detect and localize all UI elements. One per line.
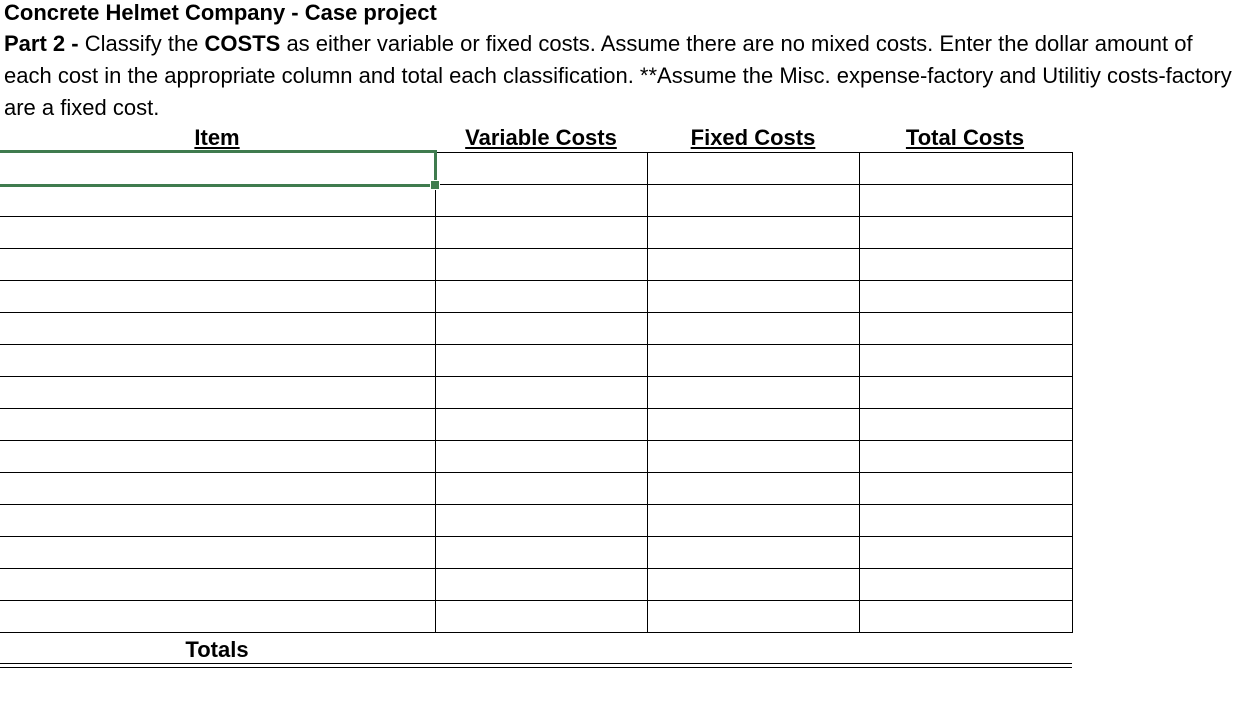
cell-total-costs[interactable] [859,249,1072,281]
cell-variable-costs[interactable] [435,313,647,345]
instructions-emphasis: COSTS [204,31,281,56]
instructions-before: Classify the [84,31,205,56]
cell-variable-costs[interactable] [435,473,647,505]
cost-grid [0,152,1073,633]
cell-variable-costs[interactable] [435,505,647,537]
cell-fixed-costs[interactable] [647,185,859,217]
header-variable-costs: Variable Costs [465,125,617,150]
table-row [0,473,1072,505]
cell-fixed-costs[interactable] [647,409,859,441]
cell-variable-costs[interactable] [435,185,647,217]
cell-variable-costs[interactable] [435,377,647,409]
cell-item[interactable] [0,377,435,409]
active-cell-selection[interactable] [0,150,437,187]
table-row [0,249,1072,281]
header-total-costs: Total Costs [905,125,1025,150]
cell-fixed-costs[interactable] [647,537,859,569]
cell-item[interactable] [0,281,435,313]
table-row [0,345,1072,377]
cell-total-costs[interactable] [859,537,1072,569]
instructions-text [4,28,1236,124]
cell-variable-costs[interactable] [435,217,647,249]
fill-handle[interactable] [430,180,440,190]
sheet-title: Concrete Helmet Company - Case project [4,0,437,25]
cell-item[interactable] [0,217,435,249]
cell-fixed-costs[interactable] [647,473,859,505]
table-row [0,441,1072,473]
table-row [0,217,1072,249]
cell-fixed-costs[interactable] [647,377,859,409]
cell-total-costs[interactable] [859,153,1072,185]
table-row [0,601,1072,633]
cell-fixed-costs[interactable] [647,505,859,537]
instructions-after: as either variable or fixed costs. Assume there are no mixed costs. Enter the dollar amount of each cost in the appropriate column and total each classification. **Assume the Misc. expense-factory and Utilitiy costs-factory are a fixed cost. [4,31,1232,120]
table-row [0,377,1072,409]
cell-total-costs[interactable] [859,473,1072,505]
cell-fixed-costs[interactable] [647,569,859,601]
cell-fixed-costs[interactable] [647,281,859,313]
cell-variable-costs[interactable] [435,249,647,281]
cell-total-costs[interactable] [859,345,1072,377]
cell-item[interactable] [0,345,435,377]
header-item: Item [194,125,240,150]
cell-item[interactable] [0,569,435,601]
cell-total-costs[interactable] [859,601,1072,633]
cell-fixed-costs[interactable] [647,217,859,249]
totals-label: Totals [185,637,249,662]
table-row [0,281,1072,313]
cell-item[interactable] [0,473,435,505]
cell-variable-costs[interactable] [435,537,647,569]
totals-double-underline [0,663,1072,668]
table-row [0,313,1072,345]
cell-variable-costs[interactable] [435,601,647,633]
cell-variable-costs[interactable] [435,441,647,473]
cell-fixed-costs[interactable] [647,313,859,345]
cell-variable-costs[interactable] [435,569,647,601]
cell-item[interactable] [0,409,435,441]
cell-fixed-costs[interactable] [647,601,859,633]
cell-item[interactable] [0,601,435,633]
cell-total-costs[interactable] [859,313,1072,345]
cell-variable-costs[interactable] [435,345,647,377]
cell-item[interactable] [0,249,435,281]
cell-variable-costs[interactable] [435,281,647,313]
cell-total-costs[interactable] [859,409,1072,441]
cell-total-costs[interactable] [859,217,1072,249]
cell-item[interactable] [0,313,435,345]
cell-item[interactable] [0,185,435,217]
table-row [0,537,1072,569]
cell-total-costs[interactable] [859,185,1072,217]
table-row [0,185,1072,217]
cell-item[interactable] [0,441,435,473]
table-row [0,569,1072,601]
column-headers [0,124,1072,152]
cell-total-costs[interactable] [859,441,1072,473]
part-label: Part 2 - [4,31,85,56]
cell-variable-costs[interactable] [435,153,647,185]
cell-total-costs[interactable] [859,505,1072,537]
cell-total-costs[interactable] [859,569,1072,601]
header-fixed-costs: Fixed Costs [690,125,816,150]
cell-fixed-costs[interactable] [647,345,859,377]
cell-fixed-costs[interactable] [647,441,859,473]
cell-item[interactable] [0,537,435,569]
table-row [0,505,1072,537]
cell-variable-costs[interactable] [435,409,647,441]
cell-total-costs[interactable] [859,281,1072,313]
cell-total-costs[interactable] [859,377,1072,409]
cell-fixed-costs[interactable] [647,249,859,281]
cell-item[interactable] [0,505,435,537]
cell-fixed-costs[interactable] [647,153,859,185]
table-row [0,409,1072,441]
